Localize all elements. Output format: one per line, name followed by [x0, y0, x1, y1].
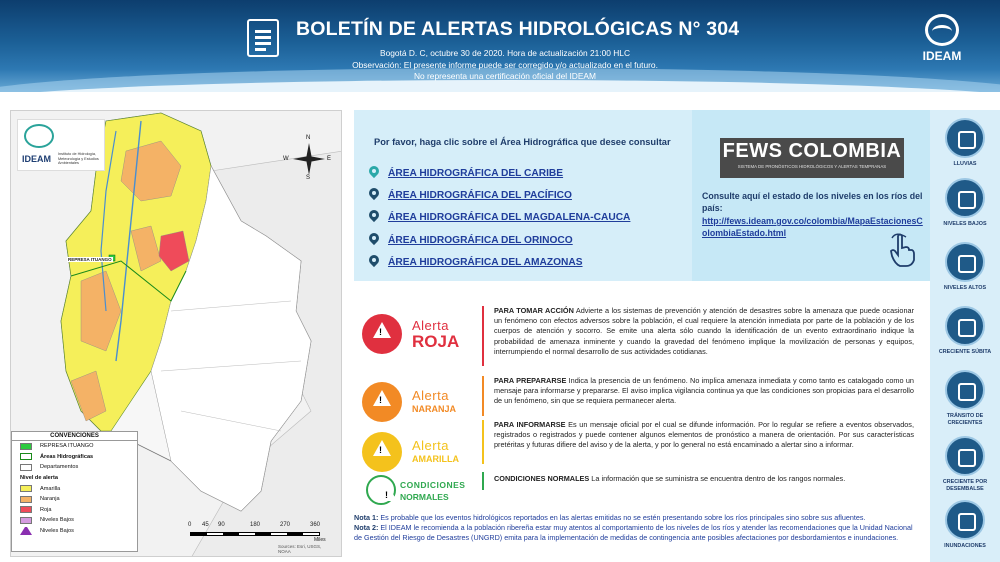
hydro-area-item[interactable]: [368, 229, 630, 251]
legend-item: [12, 494, 137, 505]
sidebar-label: NIVELES ALTOS: [943, 285, 987, 291]
flood-icon: [945, 500, 985, 540]
legend-swatch: [20, 464, 32, 471]
location-pin-icon: [368, 166, 380, 181]
ideam-logo-icon: [24, 124, 54, 148]
legend-label: REPRESA ITUANGO: [40, 443, 94, 450]
document-icon: [247, 19, 279, 57]
legend-swatch: [20, 506, 32, 513]
note-label: Nota 2:: [354, 523, 379, 532]
legend-item: [12, 515, 137, 526]
alert-word: Alerta: [412, 318, 449, 333]
hydro-area-list: [368, 162, 630, 273]
sidebar-item-transito-crecientes[interactable]: [930, 370, 1000, 426]
alert-red-description: [494, 306, 914, 357]
alert-word: CONDICIONES: [400, 480, 466, 490]
alert-level: NARANJA: [412, 404, 457, 414]
flood-transit-icon: [945, 370, 985, 410]
sidebar-item-inundaciones[interactable]: [930, 500, 1000, 550]
legend-swatch: [20, 517, 32, 524]
alert-level: NORMALES: [400, 492, 449, 502]
alert-text: Advierte a los sistemas de prevención y atención de desastres sobre la amenaza que puede ocasionar un fenómeno con efectos adversos sobre la población, el cual requiere la atención inmediata por parte de la población y de los cuerpos de atención y socorro. Se emite una alerta sólo cuando la identificación de un evento extraordinario indique la probabilidad de amenaza inminente y cuando la gravedad del fenómeno implique la movilización de personas y equipos, interrumpiendo el normal desarrollo de sus actividades cotidianas.: [494, 306, 914, 356]
map-logo-institute: Instituto de Hidrología, Meteorología y Estudios Ambientales: [58, 152, 99, 165]
note-1: [354, 513, 920, 523]
alert-word: Alerta: [412, 388, 449, 403]
legend-item: [12, 483, 137, 494]
sidebar-item-niveles-bajos[interactable]: [930, 178, 1000, 228]
note-text: Es probable que los eventos hidrológicos reportados en las alertas emitidas no se estén presentando sobre los ríos principales sino sobre sus afluentes.: [378, 513, 866, 522]
alert-divider: [482, 472, 484, 490]
compass-rose-icon: [283, 135, 332, 181]
alert-word: Alerta: [412, 438, 449, 453]
scale-tick: 270: [280, 522, 291, 528]
page-title: BOLETÍN DE ALERTAS HIDROLÓGICAS N° 304: [296, 18, 740, 40]
update-date: Bogotá D. C, octubre 30 de 2020. Hora de actualización 21:00 HLC: [379, 48, 630, 58]
header-banner: [0, 0, 1000, 92]
hazard-sidebar: [930, 110, 1000, 562]
legend-label: Departamentos: [40, 464, 79, 471]
scale-tick: 360: [310, 522, 321, 528]
location-pin-icon: [368, 233, 380, 248]
alert-red-badge: [354, 314, 484, 354]
legend-label: Niveles Bajos: [40, 528, 74, 535]
legend-item: [12, 462, 137, 473]
scale-tick: 180: [250, 522, 261, 528]
flash-flood-icon: [945, 306, 985, 346]
alert-text: Indica la presencia de un fenómeno. No implica amenaza inmediata y como tanto es catalogado como un mensaje para informarse y prepararse. El aviso implica vigilancia continua ya que las condiciones son propicias para el desarrollo de un fenómeno, sin que se requiera permanecer alerta.: [494, 376, 914, 406]
rain-icon: [945, 118, 985, 158]
warning-icon: [362, 432, 402, 472]
map-ideam-logo: [17, 119, 105, 171]
fews-link[interactable]: http://fews.ideam.gov.co/colombia/MapaEstacionesColombiaEstado.html: [702, 216, 923, 238]
footnotes: [354, 513, 920, 543]
fews-subtitle: SISTEMA DE PRONÓSTICOS HIDROLÓGICOS Y ALERTAS TEMPRANAS: [737, 164, 887, 169]
sidebar-label: TRÁNSITO DE CRECIENTES: [946, 413, 984, 426]
alert-normal-description: [494, 474, 914, 484]
high-levels-icon: [945, 242, 985, 282]
warning-icon: [362, 314, 402, 354]
link-area-pacifico[interactable]: ÁREA HIDROGRÁFICA DEL PACÍFICO: [388, 189, 572, 201]
observation-text: Observación: El presente informe puede ser corregido y/o actualizado en el futuro.: [352, 59, 658, 70]
note-label: Nota 1:: [354, 513, 379, 522]
legend-label: Naranja: [40, 496, 60, 503]
alert-heading: CONDICIONES NORMALES: [494, 474, 590, 483]
compass-e: E: [327, 156, 332, 162]
scale-tick: 0: [188, 522, 192, 528]
compass-s: S: [306, 175, 311, 181]
alert-text: Es un mensaje oficial por el cual se difunde información. Por lo regular se refiere a eventos observados, registrados o registrados y puede contener algunos elementos de pronóstico a manera de orientación. Por sus características pretéritas y futuras difiere del aviso y de la alerta, y por lo general no está encaminado a alertar sino a informar.: [494, 420, 914, 450]
legend-item: [12, 452, 137, 463]
legend-label: Niveles Bajos: [40, 517, 74, 524]
alert-divider: [482, 376, 484, 416]
alert-level: AMARILLA: [412, 454, 459, 464]
pointer-hand-icon[interactable]: [888, 232, 916, 268]
fews-title: FEWS COLOMBIA: [722, 140, 902, 162]
legend-label: Roja: [40, 506, 52, 513]
sidebar-label: NIVELES BAJOS: [943, 221, 987, 227]
sidebar-item-creciente-desembalse[interactable]: [930, 436, 1000, 492]
sidebar-item-creciente-subita[interactable]: [930, 306, 1000, 356]
legend-swatch: [20, 453, 32, 460]
ideam-logo-text: IDEAM: [922, 49, 962, 63]
sidebar-label: LLUVIAS: [953, 161, 977, 167]
location-pin-icon: [368, 188, 380, 203]
warning-icon: [362, 382, 402, 422]
alert-orange-description: [494, 376, 914, 407]
ituango-label: REPRESA ITUANGO: [68, 257, 112, 262]
scale-bar: [190, 532, 320, 536]
legend-swatch: [20, 443, 32, 450]
alert-orange-badge: [354, 382, 484, 422]
scale-tick: 90: [218, 522, 225, 528]
fews-logo[interactable]: [720, 138, 904, 178]
map-scale: [188, 520, 330, 554]
checkmark-icon: [366, 475, 396, 505]
alert-heading: PARA INFORMARSE: [494, 420, 566, 429]
alert-definitions: [354, 292, 930, 516]
sidebar-item-niveles-altos[interactable]: [930, 242, 1000, 292]
sidebar-label: CRECIENTE POR DESEMBALSE: [942, 479, 988, 492]
triangle-icon: [20, 527, 32, 535]
legend-label: Amarilla: [40, 485, 61, 492]
compass-w: W: [283, 156, 289, 162]
hydro-area-item[interactable]: [368, 162, 630, 184]
alert-heading: PARA TOMAR ACCIÓN: [494, 306, 574, 315]
legend-swatch: [20, 485, 32, 492]
dam-release-icon: [945, 436, 985, 476]
alert-text: La información que se suministra se encuentra dentro de los rangos normales.: [589, 474, 846, 483]
scale-unit: Miles: [314, 537, 326, 543]
ideam-logo[interactable]: [914, 14, 970, 66]
alert-divider: [482, 306, 484, 366]
compass-n: N: [306, 135, 311, 141]
map-source: Sources: Esri, USGS, NOAA: [278, 544, 322, 554]
legend-swatch: [20, 496, 32, 503]
legend-item: [12, 441, 137, 452]
legend-label: Nivel de alerta: [20, 475, 58, 482]
sidebar-label: CRECIENTE SÚBITA: [938, 349, 992, 355]
hydro-prompt: Por favor, haga clic sobre el Área Hidrográfica que desee consultar: [374, 137, 671, 147]
location-pin-icon: [368, 210, 380, 225]
certification-note: No representa una certificación oficial del IDEAM: [413, 71, 596, 81]
hydro-area-item[interactable]: [368, 184, 630, 206]
alert-heading: PARA PREPARARSE: [494, 376, 567, 385]
link-area-amazonas[interactable]: ÁREA HIDROGRÁFICA DEL AMAZONAS: [388, 256, 583, 268]
hydro-area-item[interactable]: [368, 207, 630, 229]
scale-tick: 45: [202, 522, 209, 528]
legend-item: [12, 526, 137, 537]
location-pin-icon: [368, 255, 380, 270]
low-levels-icon: [945, 178, 985, 218]
alert-divider: [482, 420, 484, 464]
legend-item: [12, 505, 137, 516]
alert-yellow-badge: [354, 432, 484, 472]
sidebar-label: INUNDACIONES: [944, 543, 986, 549]
hydro-area-item[interactable]: [368, 251, 630, 273]
link-area-orinoco[interactable]: ÁREA HIDROGRÁFICA DEL ORINOCO: [388, 234, 573, 246]
alert-yellow-description: [494, 420, 914, 451]
legend-item: [12, 473, 137, 484]
link-area-magdalena-cauca[interactable]: ÁREA HIDROGRÁFICA DEL MAGDALENA-CAUCA: [388, 212, 631, 224]
note-2: [354, 523, 920, 543]
alert-normal-badge: [354, 478, 484, 508]
ideam-logo-icon: [925, 14, 959, 46]
hydro-areas-panel: [354, 110, 692, 281]
legend-label: Áreas Hidrográficas: [40, 453, 94, 460]
fews-panel: [692, 110, 930, 281]
alert-level: ROJA: [412, 332, 460, 351]
note-text: El IDEAM le recomienda a la población ribereña estar muy atentos al comportamiento de los niveles de los ríos y atender las recomendaciones que la Unidad Nacional de Gestión del Riesgo de Desastres (UNGRD) emita para la implementación de medidas de contingencia ante posibles afectaciones por desbordamientos e inundaciones.: [354, 523, 913, 542]
header-subtitle: [330, 48, 680, 83]
map-logo-name: IDEAM: [22, 154, 51, 164]
sidebar-item-lluvias[interactable]: [930, 118, 1000, 168]
legend-title: CONVENCIONES: [12, 432, 137, 441]
link-area-caribe[interactable]: ÁREA HIDROGRÁFICA DEL CARIBE: [388, 167, 564, 179]
fews-consult-text: Consulte aquí el estado de los niveles en los ríos del país:: [702, 191, 923, 213]
map-legend: [11, 431, 138, 552]
